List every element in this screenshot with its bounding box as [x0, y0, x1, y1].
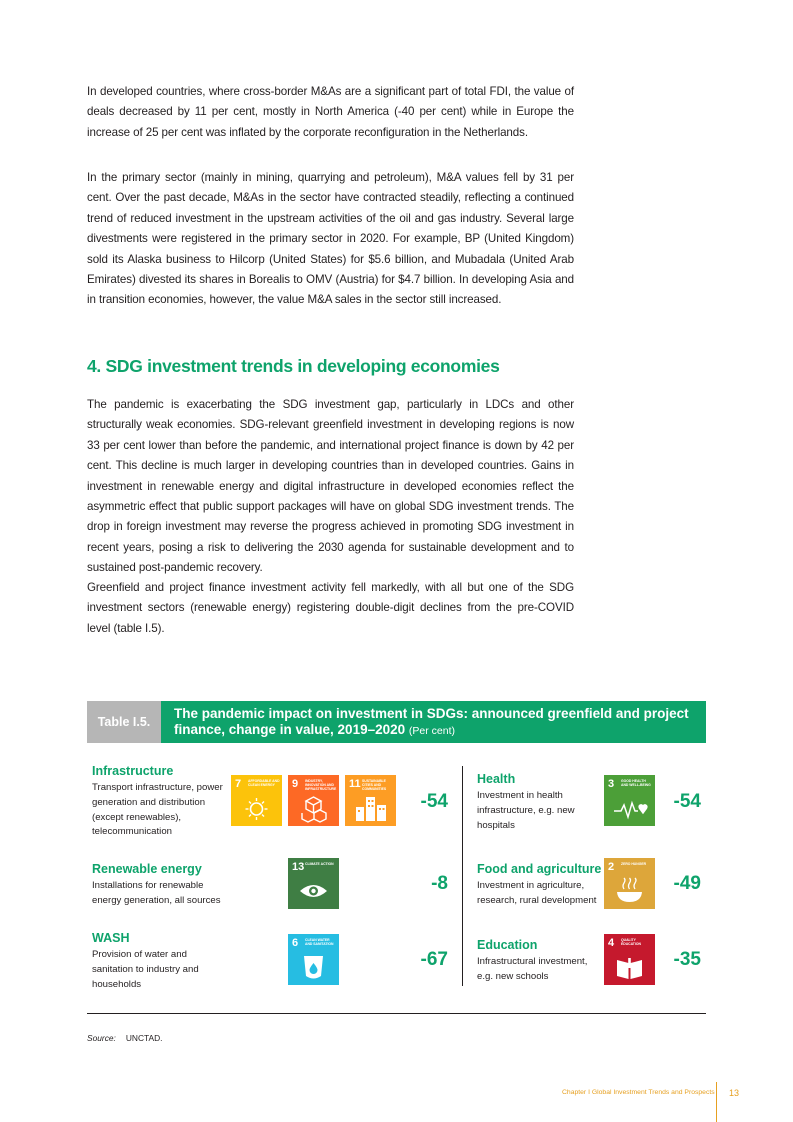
- sdg-number: 7: [235, 778, 242, 790]
- category-title: Renewable energy: [92, 862, 202, 876]
- sdg3-icon: [604, 775, 655, 826]
- sdg2-icon: [604, 858, 655, 909]
- category-title: Food and agriculture: [477, 862, 602, 876]
- table-bottom-rule: [87, 1013, 706, 1014]
- page-number: 13: [729, 1088, 740, 1098]
- sdg-label: CLIMATE ACTION: [305, 862, 334, 866]
- column-divider: [462, 766, 463, 986]
- sdg7-icon: [231, 775, 282, 826]
- sdg-label: CLEAN WATER AND SANITATION: [305, 938, 334, 946]
- sdg-label: SUSTAINABLE CITIES AND COMMUNITIES: [362, 779, 387, 791]
- source-text: UNCTAD.: [125, 1033, 163, 1043]
- sdg13-icon: [288, 858, 339, 909]
- sdg-label: QUALITY EDUCATION: [621, 938, 641, 946]
- sdg-label: GOOD HEALTH AND WELL-BEING: [621, 779, 651, 787]
- sdg-number: 3: [608, 778, 615, 790]
- value-food-agriculture: -49: [673, 873, 701, 894]
- sdg11-icon: [345, 775, 396, 826]
- sdg-number: 2: [608, 861, 615, 873]
- value-wash: -67: [420, 949, 448, 970]
- category-education: [477, 938, 597, 985]
- sdg-number: 11: [349, 778, 361, 790]
- paragraph-primary-sector: In the primary sector (mainly in mining, quarrying and petroleum), M&A values fell by 31 per cent. Over the past decade, M&As in the sector have contracted steadily, reflecting a continued trend of reduced investment in the upstream activities of the oil and gas industry. Several large divestments were registered in the primary sector in 2020. For example, BP (United Kingdom) sold its Alaska business to Hilcorp (United States) for $5.6 billion, and Mubadala (United Arab Emirates) divested its shares in Borealis to OMV (Austria) for $4.7 billion. In developing Asia and in transition economies, however, the value M&A sales in the sector still increased.: [87, 171, 574, 307]
- source-label: Source:: [87, 1033, 116, 1043]
- sdg-label: INDUSTRY, INNOVATION AND INFRASTRUCTURE: [305, 779, 337, 791]
- sdg-number: 6: [292, 937, 299, 949]
- category-description: Infrastructural investment, e.g. new schools: [477, 956, 588, 982]
- table-header: [87, 701, 706, 743]
- category-description: Transport infrastructure, power generation and distribution (except renewables), telecommunication: [92, 782, 223, 838]
- table-title-text: The pandemic impact on investment in SDGs: announced greenfield and project finance, change in value, 2019–2020: [174, 706, 689, 737]
- table-label: Table I.5.: [87, 701, 161, 743]
- value-renewable-energy: -8: [431, 873, 448, 894]
- sdg9-icon: [288, 775, 339, 826]
- category-description: Installations for renewable energy generation, all sources: [92, 880, 221, 906]
- category-description: Provision of water and sanitation to industry and households: [92, 949, 199, 990]
- section-heading: 4. SDG investment trends in developing economies: [87, 356, 500, 376]
- value-infrastructure: -54: [420, 791, 448, 812]
- sdg-number: 4: [608, 937, 615, 949]
- paragraph-pandemic-sdg: The pandemic is exacerbating the SDG investment gap, particularly in LDCs and other structurally weak economies. SDG-relevant greenfield investment in developing regions is now 33 per cent lower than before the pandemic, and international project finance is down by 42 per cent. This decline is much larger in developing countries than in developed countries. Gains in investment in renewable energy and digital infrastructure in developed economies reflect the asymmetric effect that public support packages will have on global SDG investment trends. The drop in foreign investment may reverse the progress achieved in promoting SDG investment in recent years, posing a risk to delivering the 2030 agenda for sustainable development and to sustained post-pandemic recovery.: [87, 398, 574, 575]
- source-note: [87, 1033, 162, 1043]
- category-food-agriculture: [477, 862, 602, 909]
- category-description: Investment in agriculture, research, rural development: [477, 880, 597, 906]
- sdg-label: ZERO HUNGER: [621, 862, 647, 866]
- sdg4-icon: [604, 934, 655, 985]
- category-title: WASH: [92, 931, 130, 945]
- sdg-number: 13: [292, 861, 305, 873]
- paragraph-greenfield: Greenfield and project finance investment activity fell markedly, with all but one of the SDG investment sectors (renewable energy) registering double-digit declines from the pre-COVID level (table I.5).: [87, 581, 574, 635]
- paragraph-developed-ma: In developed countries, where cross-border M&As are a significant part of total FDI, the value of deals decreased by 11 per cent, mostly in North America (-40 per cent) while in Europe the increase of 25 per cent was inflated by the corporate reconfiguration in the Netherlands.: [87, 85, 574, 139]
- footer-divider: [716, 1082, 717, 1122]
- category-description: Investment in health infrastructure, e.g. new hospitals: [477, 790, 575, 831]
- footer-chapter: Chapter I Global Investment Trends and Prospects: [562, 1089, 715, 1096]
- category-renewable-energy: [92, 862, 232, 909]
- table-title: [161, 701, 706, 743]
- sdg6-icon: [288, 934, 339, 985]
- category-title: Infrastructure: [92, 764, 174, 778]
- category-infrastructure: [92, 764, 227, 840]
- category-title: Health: [477, 772, 516, 786]
- category-wash: [92, 931, 217, 992]
- sdg-number: 9: [292, 778, 299, 790]
- sdg-label: AFFORDABLE AND CLEAN ENERGY: [248, 779, 280, 787]
- category-title: Education: [477, 938, 538, 952]
- table-unit: (Per cent): [408, 725, 455, 737]
- value-education: -35: [673, 949, 701, 970]
- category-health: [477, 772, 587, 833]
- value-health: -54: [673, 791, 701, 812]
